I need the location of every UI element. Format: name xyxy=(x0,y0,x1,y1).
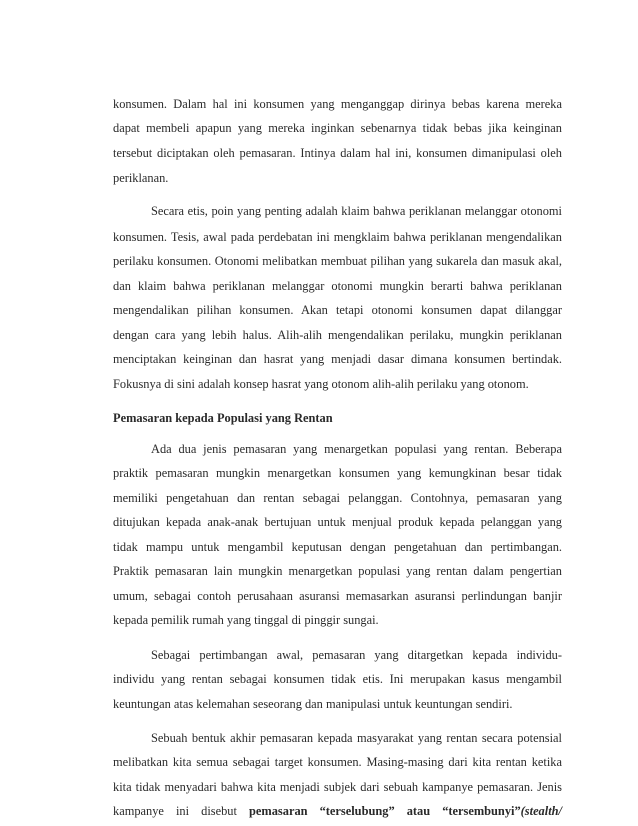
text-line: memiliki pengetahuan dan rentan sebagai pelanggan. Contohnya, pemasaran yang xyxy=(113,491,562,505)
text-line: tidak mampu untuk mengambil keputusan dengan pengetahuan dan pertimbangan. xyxy=(113,540,562,554)
text-line: kita tidak menyadari bahwa kita menjadi subjek dari sebuah kampanye pemasaran. Jenis xyxy=(113,780,562,794)
text-line: dan klaim bahwa periklanan melanggar otonomi mungkin berarti bahwa periklanan xyxy=(113,279,562,293)
text-line: Fokusnya di sini adalah konsep hasrat yang otonom alih-alih perilaku yang otonom. xyxy=(113,377,529,391)
section-heading: Pemasaran kepada Populasi yang Rentan xyxy=(113,411,333,425)
text-line: konsumen. Tesis, awal pada perdebatan ini mengklaim bahwa periklanan mengendalikan xyxy=(113,230,562,244)
text-line: Sebuah bentuk akhir pemasaran kepada masyarakat yang rentan secara potensial xyxy=(151,731,562,745)
text-line: perilaku konsumen. Otonomi melibatkan membuat pilihan yang sukarela dan masuk akal, xyxy=(113,254,562,268)
text-line: periklanan. xyxy=(113,171,169,185)
final-bold-text: pemasaran “terselubung” atau “tersembunyi” xyxy=(249,804,521,818)
text-line: individu yang rentan sebagai konsumen tidak etis. Ini merupakan kasus mengambil xyxy=(113,672,562,686)
text-line-final xyxy=(113,803,562,819)
text-line: Secara etis, poin yang penting adalah klaim bahwa periklanan melanggar otonomi xyxy=(151,204,562,218)
final-plain-text: kampanye ini disebut xyxy=(113,804,237,818)
text-line: menciptakan keinginan dan hasrat yang menjadi dasar dimana konsumen bertindak. xyxy=(113,352,562,366)
text-line: Sebagai pertimbangan awal, pemasaran yang ditargetkan kepada individu- xyxy=(151,648,562,662)
text-line: umum, sebagai contoh perusahaan asuransi memasarkan asuransi perlindungan banjir xyxy=(113,589,562,603)
text-line: ditujukan kepada anak-anak bertujuan untuk menjual produk kepada pelanggan yang xyxy=(113,515,562,529)
text-line: praktik pemasaran mungkin menargetkan konsumen yang kemungkinan besar tidak xyxy=(113,466,562,480)
text-line: dapat membeli apapun yang mereka inginkan sebenarnya tidak bebas jika keinginan xyxy=(113,121,562,135)
text-line: kepada pemilik rumah yang tinggal di pinggir sungai. xyxy=(113,613,379,627)
final-bold-italic-text: (stealth/ xyxy=(520,804,562,818)
text-line: melibatkan kita semua sebagai target konsumen. Masing-masing dari kita rentan ketika xyxy=(113,755,562,769)
text-line: keuntungan atas kelemahan seseorang dan manipulasi untuk keuntungan sendiri. xyxy=(113,697,513,711)
text-line: dengan cara yang lebih halus. Alih-alih mengendalikan perilaku, mungkin periklanan xyxy=(113,328,562,342)
text-line: konsumen. Dalam hal ini konsumen yang menganggap dirinya bebas karena mereka xyxy=(113,97,562,111)
text-line: tersebut diciptakan oleh pemasaran. Intinya dalam hal ini, konsumen dimanipulasi oleh xyxy=(113,146,562,160)
text-line: Praktik pemasaran lain mungkin menargetkan populasi yang rentan dalam pengertian xyxy=(113,564,562,578)
text-line: mengendalikan pilihan konsumen. Akan tetapi otonomi konsumen dapat dilanggar xyxy=(113,303,562,317)
text-line: Ada dua jenis pemasaran yang menargetkan populasi yang rentan. Beberapa xyxy=(151,442,562,456)
